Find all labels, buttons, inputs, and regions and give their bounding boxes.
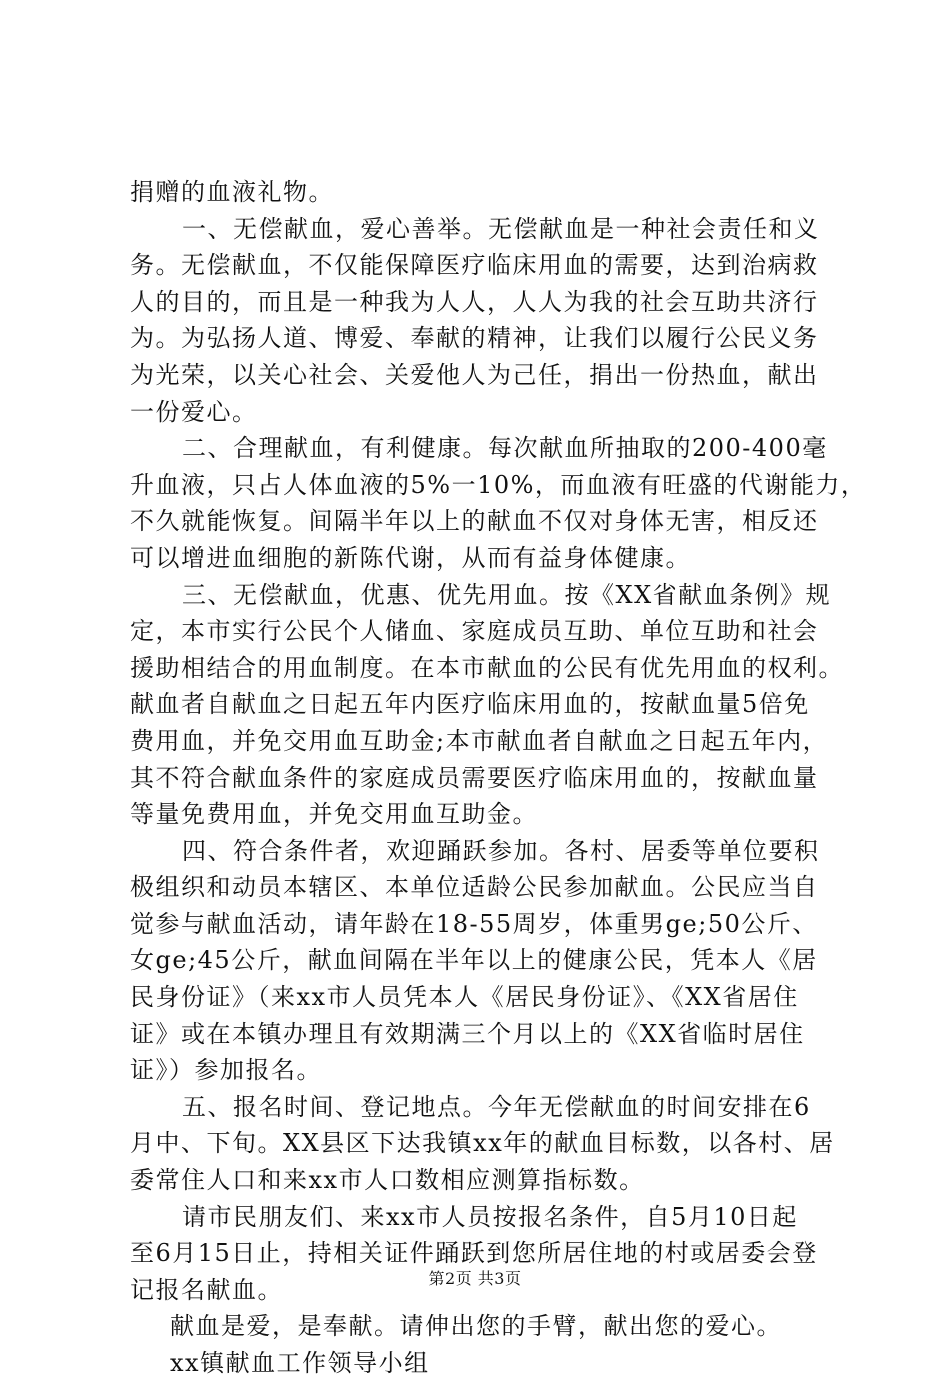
closing-line: 献血是爱，是奉献。请伸出您的手臂，献出您的爱心。 bbox=[170, 1312, 782, 1341]
signature-line: xx镇献血工作领导小组 bbox=[170, 1349, 430, 1377]
text-line: 至6月15日止，持相关证件踊跃到您所居住地的村或居委会登 bbox=[130, 1239, 818, 1268]
text-line: 请市民朋友们、来xx市人员按报名条件，自5月10日起 bbox=[182, 1202, 798, 1231]
text-line: 极组织和动员本辖区、本单位适龄公民参加献血。公民应当自 bbox=[130, 873, 819, 902]
text-line: 觉参与献血活动，请年龄在18-55周岁，体重男ge;50公斤、 bbox=[130, 909, 818, 938]
text-line: 献血者自献血之日起五年内医疗临床用血的，按献血量5倍免 bbox=[130, 690, 810, 719]
text-line: 民身份证》（来xx市人员凭本人《居民身份证》、《XX省居住 bbox=[130, 983, 799, 1012]
text-line: 一份爱心。 bbox=[130, 397, 258, 426]
text-line: 月中、下旬。XX县区下达我镇xx年的献血目标数，以各村、居 bbox=[130, 1129, 835, 1158]
text-line: 援助相结合的用血制度。在本市献血的公民有优先用血的权利。 bbox=[130, 653, 844, 682]
text-line: 三、无偿献血，优惠、优先用血。按《XX省献血条例》规 bbox=[182, 580, 832, 609]
text-line: 一、无偿献血，爱心善举。无偿献血是一种社会责任和义 bbox=[182, 214, 820, 243]
text-line: 费用血，并免交用血互助金;本市献血者自献血之日起五年内， bbox=[130, 726, 829, 755]
text-line: 等量免费用血，并免交用血互助金。 bbox=[130, 800, 538, 829]
text-line: 升血液，只占人体血液的5%一10%，而血液有旺盛的代谢能力， bbox=[130, 470, 867, 499]
text-line: 证》或在本镇办理且有效期满三个月以上的《XX省临时居住 bbox=[130, 1019, 805, 1048]
text-line: 捐赠的血液礼物。 bbox=[130, 178, 334, 206]
text-line: 为光荣，以关心社会、关爱他人为己任，捐出一份热血，献出 bbox=[130, 360, 819, 389]
text-line: 女ge;45公斤，献血间隔在半年以上的健康公民，凭本人《居 bbox=[130, 946, 818, 975]
page-number-footer: 第2页 共3页 bbox=[428, 1269, 522, 1288]
text-line: 五、报名时间、登记地点。今年无偿献血的时间安排在6 bbox=[182, 1092, 811, 1121]
text-line: 务。无偿献血，不仅能保障医疗临床用血的需要，达到治病救 bbox=[130, 251, 819, 280]
text-line: 可以增进血细胞的新陈代谢，从而有益身体健康。 bbox=[130, 543, 691, 572]
text-line: 证》）参加报名。 bbox=[130, 1056, 322, 1085]
text-line: 人的目的，而且是一种我为人人，人人为我的社会互助共济行 bbox=[130, 287, 819, 316]
text-line: 二、合理献血，有利健康。每次献血所抽取的200-400毫 bbox=[182, 434, 828, 463]
text-line: 四、符合条件者，欢迎踊跃参加。各村、居委等单位要积 bbox=[182, 836, 820, 865]
text-line: 委常住人口和来xx市人口数相应测算指标数。 bbox=[130, 1166, 645, 1195]
text-line: 其不符合献血条件的家庭成员需要医疗临床用血的，按献血量 bbox=[130, 763, 819, 792]
text-line: 不久就能恢复。间隔半年以上的献血不仅对身体无害，相反还 bbox=[130, 507, 819, 536]
text-line: 定，本市实行公民个人储血、家庭成员互助、单位互助和社会 bbox=[130, 617, 819, 646]
document-body bbox=[130, 174, 867, 1382]
text-line: 记报名献血。 bbox=[130, 1275, 283, 1304]
text-line: 为。为弘扬人道、博爱、奉献的精神，让我们以履行公民义务 bbox=[130, 324, 819, 353]
